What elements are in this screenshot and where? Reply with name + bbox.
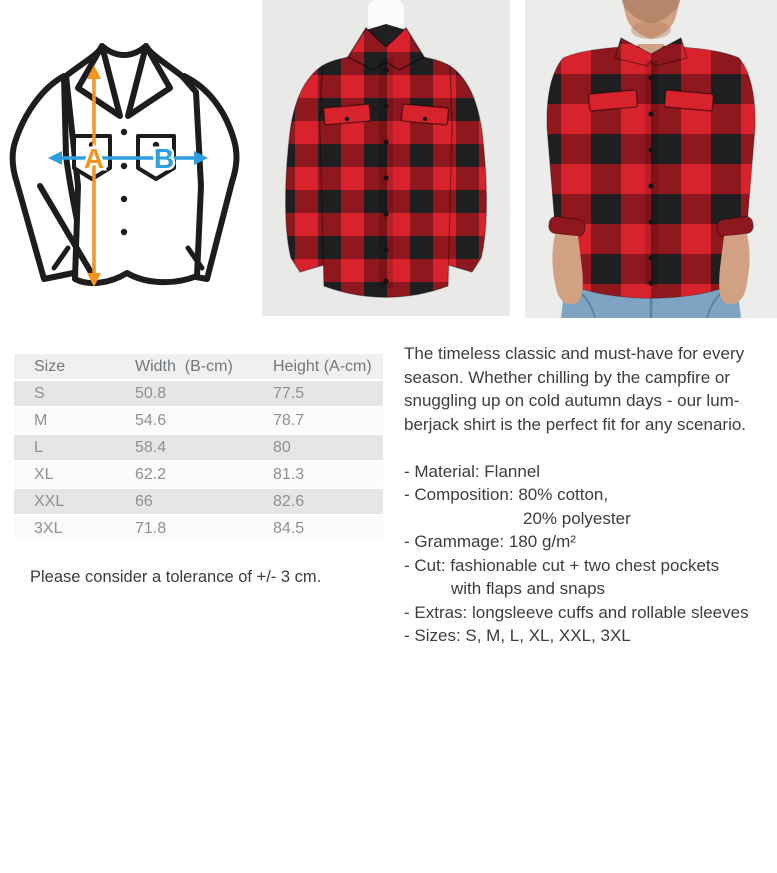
- cell-height: 82.6: [273, 493, 305, 510]
- description-line: - Material: Flannel: [404, 461, 541, 481]
- button-placket: [379, 57, 393, 288]
- table-row: [14, 515, 383, 541]
- model-wearing-shirt-image: [525, 0, 777, 318]
- size-table-header: [14, 353, 383, 380]
- cell-height: 77.5: [273, 385, 305, 402]
- description-blank-line: [404, 436, 777, 460]
- cell-width: 71.8: [135, 520, 167, 537]
- table-row: [14, 407, 383, 434]
- pocket-snap: [423, 117, 427, 121]
- cell-height: 78.7: [273, 412, 305, 429]
- description-line: - Sizes: S, M, L, XL, XXL, 3XL: [404, 626, 631, 645]
- button-placket: [645, 60, 658, 286]
- table-row: [14, 380, 383, 407]
- description-line: - Grammage: 180 g/m²: [404, 532, 576, 551]
- table-row: [14, 434, 383, 461]
- cell-width: 50.8: [135, 385, 167, 402]
- height-label-a: A: [83, 143, 105, 174]
- width-label-b: B: [153, 143, 175, 174]
- cell-width: 66: [135, 493, 153, 510]
- description-line: berjack shirt is the perfect fit for any scenario.: [404, 414, 747, 434]
- description-line: - Extras: longsleeve cuffs and rollable sleeves: [404, 602, 749, 622]
- cell-width: 62.2: [135, 466, 167, 483]
- cell-size: 3XL: [34, 520, 63, 537]
- description-line: season. Whether chilling by the campfire or: [404, 367, 730, 387]
- cell-width: 58.4: [135, 439, 167, 456]
- description-line: snuggling up on cold autumn days - our lum-: [404, 391, 740, 410]
- flannel-shirt-front-image: [262, 0, 510, 316]
- product-photo-model: [525, 0, 777, 318]
- cell-size: XXL: [34, 493, 65, 510]
- product-photo-front: [262, 0, 510, 316]
- cell-width: 54.6: [135, 412, 167, 429]
- col-height: Height (A-cm): [273, 358, 372, 375]
- pocket-snap: [345, 117, 349, 121]
- description-line: - Composition: 80% cotton,: [404, 485, 609, 504]
- cell-height: 84.5: [273, 520, 305, 537]
- description-line: with flaps and snaps: [451, 579, 606, 598]
- product-description: [404, 342, 777, 648]
- cell-size: S: [34, 385, 45, 402]
- size-measurement-diagram: [4, 36, 252, 292]
- cell-size: M: [34, 412, 48, 429]
- tolerance-note: Please consider a tolerance of +/- 3 cm.: [30, 568, 322, 586]
- description-line: - Cut: fashionable cut + two chest pockets: [404, 555, 720, 575]
- col-width: Width (B-cm): [135, 358, 233, 375]
- description-line: The timeless classic and must-have for every: [404, 344, 745, 363]
- table-row: [14, 461, 383, 488]
- cell-size: L: [34, 439, 43, 456]
- table-row: [14, 488, 383, 515]
- cell-size: XL: [34, 466, 54, 483]
- cell-height: 81.3: [273, 466, 305, 483]
- size-table: [14, 352, 383, 541]
- shirt-outline-drawing: [4, 36, 252, 292]
- description-line: 20% polyester: [523, 508, 631, 528]
- cell-height: 80: [273, 439, 291, 456]
- col-size: Size: [34, 358, 66, 375]
